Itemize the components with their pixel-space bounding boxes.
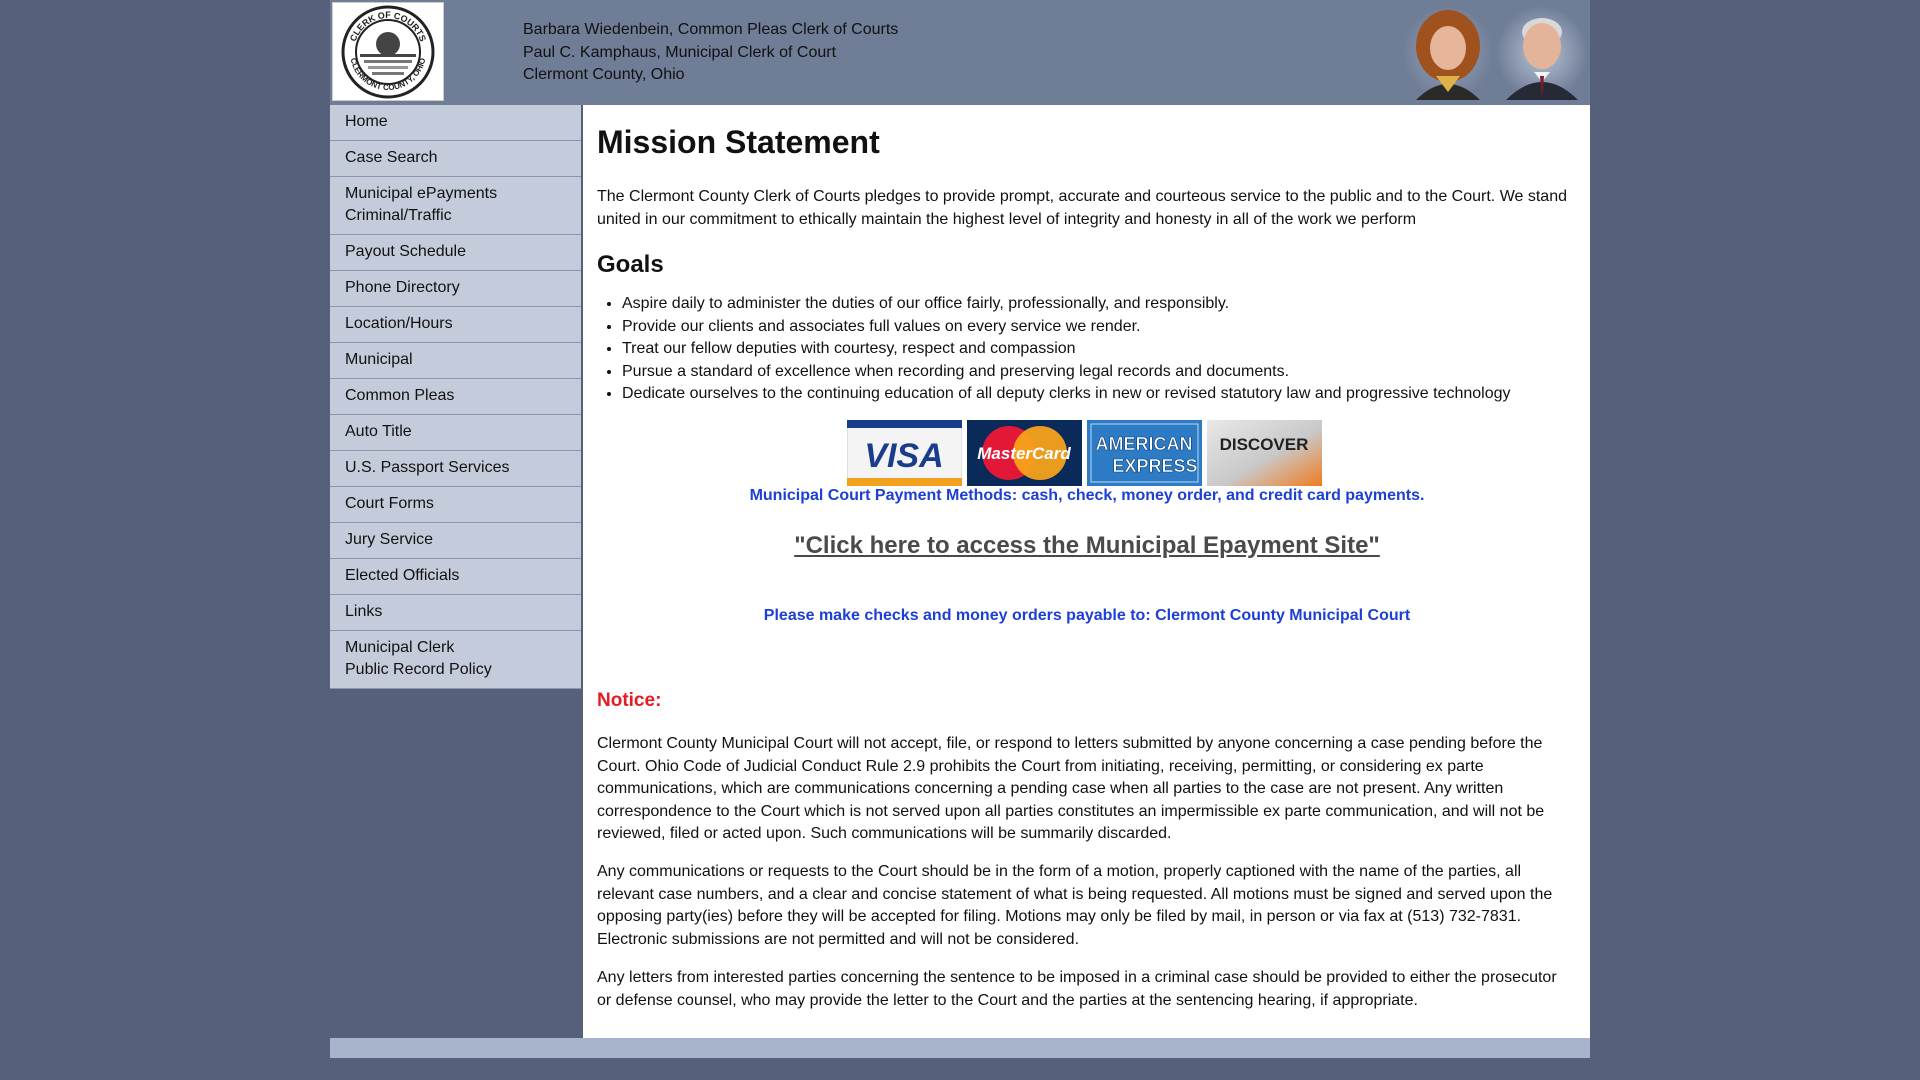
nav-public-record-policy[interactable]	[330, 630, 581, 689]
content-column	[597, 105, 1577, 1009]
nav-links-label: Links	[345, 603, 383, 620]
nav-location-hours[interactable]	[330, 306, 581, 342]
nav-case-search[interactable]	[330, 140, 581, 176]
nav-jury-service[interactable]	[330, 522, 581, 558]
nav-home[interactable]	[330, 105, 581, 140]
nav-municipal-label: Municipal	[345, 351, 413, 368]
header-line-common-pleas-clerk: Barbara Wiedenbein, Common Pleas Clerk of Courts	[523, 21, 899, 38]
nav-home-label: Home	[345, 113, 388, 130]
nav-payout-schedule-label: Payout Schedule	[345, 243, 466, 260]
nav-municipal-epayments-label2: Criminal/Traffic	[345, 207, 452, 224]
main-content	[583, 105, 1590, 1038]
nav-auto-title[interactable]	[330, 414, 581, 450]
goals-list	[597, 293, 1577, 406]
nav-municipal[interactable]	[330, 342, 581, 378]
visa-text: VISA	[864, 437, 944, 475]
nav-municipal-epayments[interactable]	[330, 176, 581, 234]
nav-public-record-policy-label: Municipal Clerk	[345, 639, 455, 656]
amex-card-icon	[1087, 420, 1202, 486]
nav-jury-service-label: Jury Service	[345, 531, 434, 548]
nav-payout-schedule[interactable]	[330, 234, 581, 270]
goal-item: • Provide our clients and associates full values on every service we render.	[622, 316, 1577, 339]
page-title: Mission Statement	[597, 124, 880, 160]
amex-text-2: EXPRESS	[1112, 456, 1198, 476]
municipal-epayment-link[interactable]: "Click here to access the Municipal Epayment Site"	[794, 532, 1380, 559]
seal-icon	[340, 4, 436, 100]
header-officials	[523, 19, 898, 87]
nav-elected-officials-label: Elected Officials	[345, 567, 460, 584]
amex-text-1: AMERICAN	[1095, 434, 1193, 454]
header-line-municipal-clerk: Paul C. Kamphaus, Municipal Clerk of Court	[523, 43, 837, 61]
nav-common-pleas[interactable]	[330, 378, 581, 414]
seal-top-text: CLERK OF COURTS	[347, 9, 429, 43]
nav-auto-title-label: Auto Title	[345, 423, 412, 440]
seal-bottom-text: CLERMONT COUNTY, OHIO	[348, 56, 428, 92]
nav-passport-services-label: U.S. Passport Services	[345, 459, 510, 476]
notice-paragraph-1: Clermont County Municipal Court will not accept, file, or respond to letters submitted by anyone concerning a case pending before the Court. Ohio Code of Judicial Conduct Rule 2.9 prohibits the Court from initiating, receiving, permitting, or considering ex parte communications, which are communications concerning a pending case when all parties to the case are not present. Any written correspondence to the Court which is not served upon all parties constitutes an impermissible ex parte communication, and will not be reviewed, filed or acted upon. Such communications will be summarily discarded.	[597, 735, 1545, 842]
photo-paul-kamphaus	[1496, 6, 1588, 100]
notice-heading: Notice:	[597, 690, 662, 711]
site-header	[330, 0, 1590, 105]
mastercard-text: MasterCard	[977, 444, 1071, 463]
goal-item: • Aspire daily to administer the duties of our office fairly, professionally, and responsibly.	[622, 293, 1577, 316]
photo-barbara-wiedenbein	[1402, 6, 1494, 100]
nav-phone-directory-label: Phone Directory	[345, 279, 460, 296]
discover-card-icon	[1207, 420, 1322, 486]
notice-paragraph-3: Any letters from interested parties concerning the sentence to be imposed in a criminal case should be provided to either the prosecutor or defense counsel, who may provide the letter to the Court and the parties at the sentencing hearing, if appropriate.	[597, 969, 1557, 1009]
payment-methods-note: Municipal Court Payment Methods: cash, check, money order, and credit card payments.	[749, 487, 1425, 504]
county-seal[interactable]	[332, 2, 444, 101]
nav-case-search-label: Case Search	[345, 149, 438, 166]
official-photos	[1402, 6, 1586, 100]
footer-bar	[330, 1038, 1590, 1058]
visa-card-icon	[847, 420, 962, 486]
nav-location-hours-label: Location/Hours	[345, 315, 453, 332]
credit-card-logos	[847, 420, 1322, 486]
page-wrapper	[330, 0, 1590, 1080]
nav-links[interactable]	[330, 594, 581, 630]
discover-text: DISCOVER	[1219, 435, 1309, 454]
goal-item: • Dedicate ourselves to the continuing education of all deputy clerks in new or revised statutory law and progressive technology	[622, 383, 1577, 406]
nav-phone-directory[interactable]	[330, 270, 581, 306]
sidebar-nav	[330, 105, 581, 677]
nav-common-pleas-label: Common Pleas	[345, 387, 455, 404]
goal-item: • Treat our fellow deputies with courtesy, respect and compassion	[622, 338, 1577, 361]
goal-item: • Pursue a standard of excellence when recording and preserving legal records and documents.	[622, 361, 1577, 384]
notice-paragraph-2: Any communications or requests to the Court should be in the form of a motion, properly captioned with the name of the parties, all relevant case numbers, and a clear and concise statement of what is being requested. All motions must be signed and served upon the opposing party(ies) before they will be accepted for filing. Motions may only be filed by mail, in person or via fax at (513) 732-7831. Electronic submissions are not permitted and will not be considered.	[597, 863, 1553, 948]
nav-court-forms[interactable]	[330, 486, 581, 522]
nav-court-forms-label: Court Forms	[345, 495, 434, 512]
header-line-county: Clermont County, Ohio	[523, 66, 685, 83]
goals-heading: Goals	[597, 251, 664, 278]
nav-elected-officials[interactable]	[330, 558, 581, 594]
nav-passport-services[interactable]	[330, 450, 581, 486]
mission-text: The Clermont County Clerk of Courts pledges to provide prompt, accurate and courteous service to the public and to the Court. We stand united in our commitment to ethically maintain the highest level of integrity and honesty in all of the work we perform	[597, 188, 1567, 228]
payable-to-note: Please make checks and money orders payable to: Clermont County Municipal Court	[763, 607, 1411, 624]
mastercard-icon	[967, 420, 1082, 486]
nav-public-record-policy-label2: Public Record Policy	[345, 661, 492, 678]
nav-municipal-epayments-label: Municipal ePayments	[345, 185, 498, 202]
